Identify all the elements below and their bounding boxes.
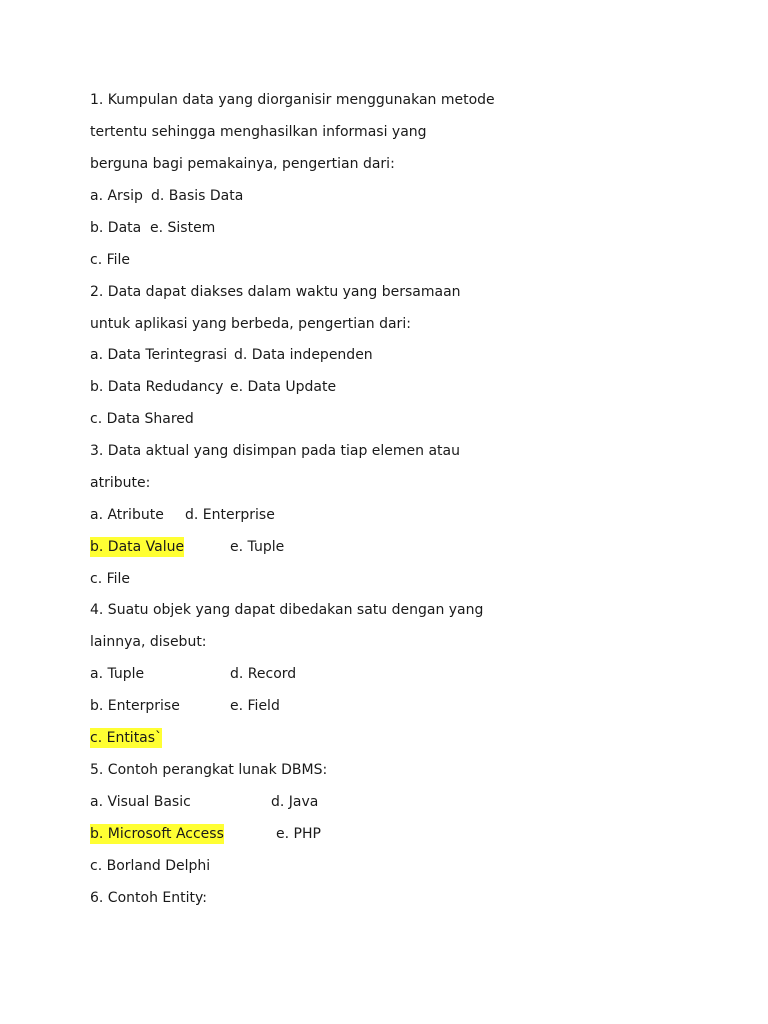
q4-stem-line-2: lainnya, disebut: [90,634,207,650]
q6-stem-line-1: 6. Contoh Entity: [90,890,207,906]
q5-stem-line-1: 5. Contoh perangkat lunak DBMS: [90,762,328,778]
q1-stem-line-2: tertentu sehingga menghasilkan informasi yang [90,124,427,140]
q3-option-d: d. Enterprise [185,507,275,523]
q2-option-a: a. Data Terintegrasi [90,347,228,363]
q1-option-d: d. Basis Data [151,188,244,204]
q5-option-a: a. Visual Basic [90,794,191,810]
q5-option-b-highlighted: b. Microsoft Access [90,826,224,842]
q2-option-e: e. Data Update [230,379,337,395]
q2-stem-line-1: 2. Data dapat diakses dalam waktu yang bersamaan [90,284,461,300]
q4-stem-line-1: 4. Suatu objek yang dapat dibedakan satu dengan yang [90,602,484,618]
q1-stem-line-1: 1. Kumpulan data yang diorganisir menggunakan metode [90,92,495,108]
q5-option-e: e. PHP [276,826,321,842]
q5-option-c: c. Borland Delphi [90,858,211,874]
q4-option-b: b. Enterprise [90,698,180,714]
q4-option-a: a. Tuple [90,666,145,682]
q1-option-a: a. Arsip [90,188,143,204]
q4-option-e: e. Field [230,698,280,714]
q3-option-c: c. File [90,571,131,587]
q2-option-c: c. Data Shared [90,411,194,427]
q3-stem-line-2: atribute: [90,475,151,491]
q5-option-d: d. Java [271,794,319,810]
q2-option-d: d. Data independen [234,347,373,363]
q3-option-a: a. Atribute [90,507,164,523]
q2-stem-line-2: untuk aplikasi yang berbeda, pengertian dari: [90,316,411,332]
q3-stem-line-1: 3. Data aktual yang disimpan pada tiap elemen atau [90,443,461,459]
q2-option-b: b. Data Redudancy [90,379,224,395]
q3-option-b-highlighted: b. Data Value [90,539,185,555]
q4-option-c-highlighted: c. Entitas` [90,730,163,746]
q1-option-e: e. Sistem [150,220,216,236]
q3-option-e: e. Tuple [230,539,285,555]
q1-option-c: c. File [90,252,131,268]
q1-stem-line-3: berguna bagi pemakainya, pengertian dari: [90,156,395,172]
q4-option-d: d. Record [230,666,297,682]
q1-option-b: b. Data [90,220,142,236]
